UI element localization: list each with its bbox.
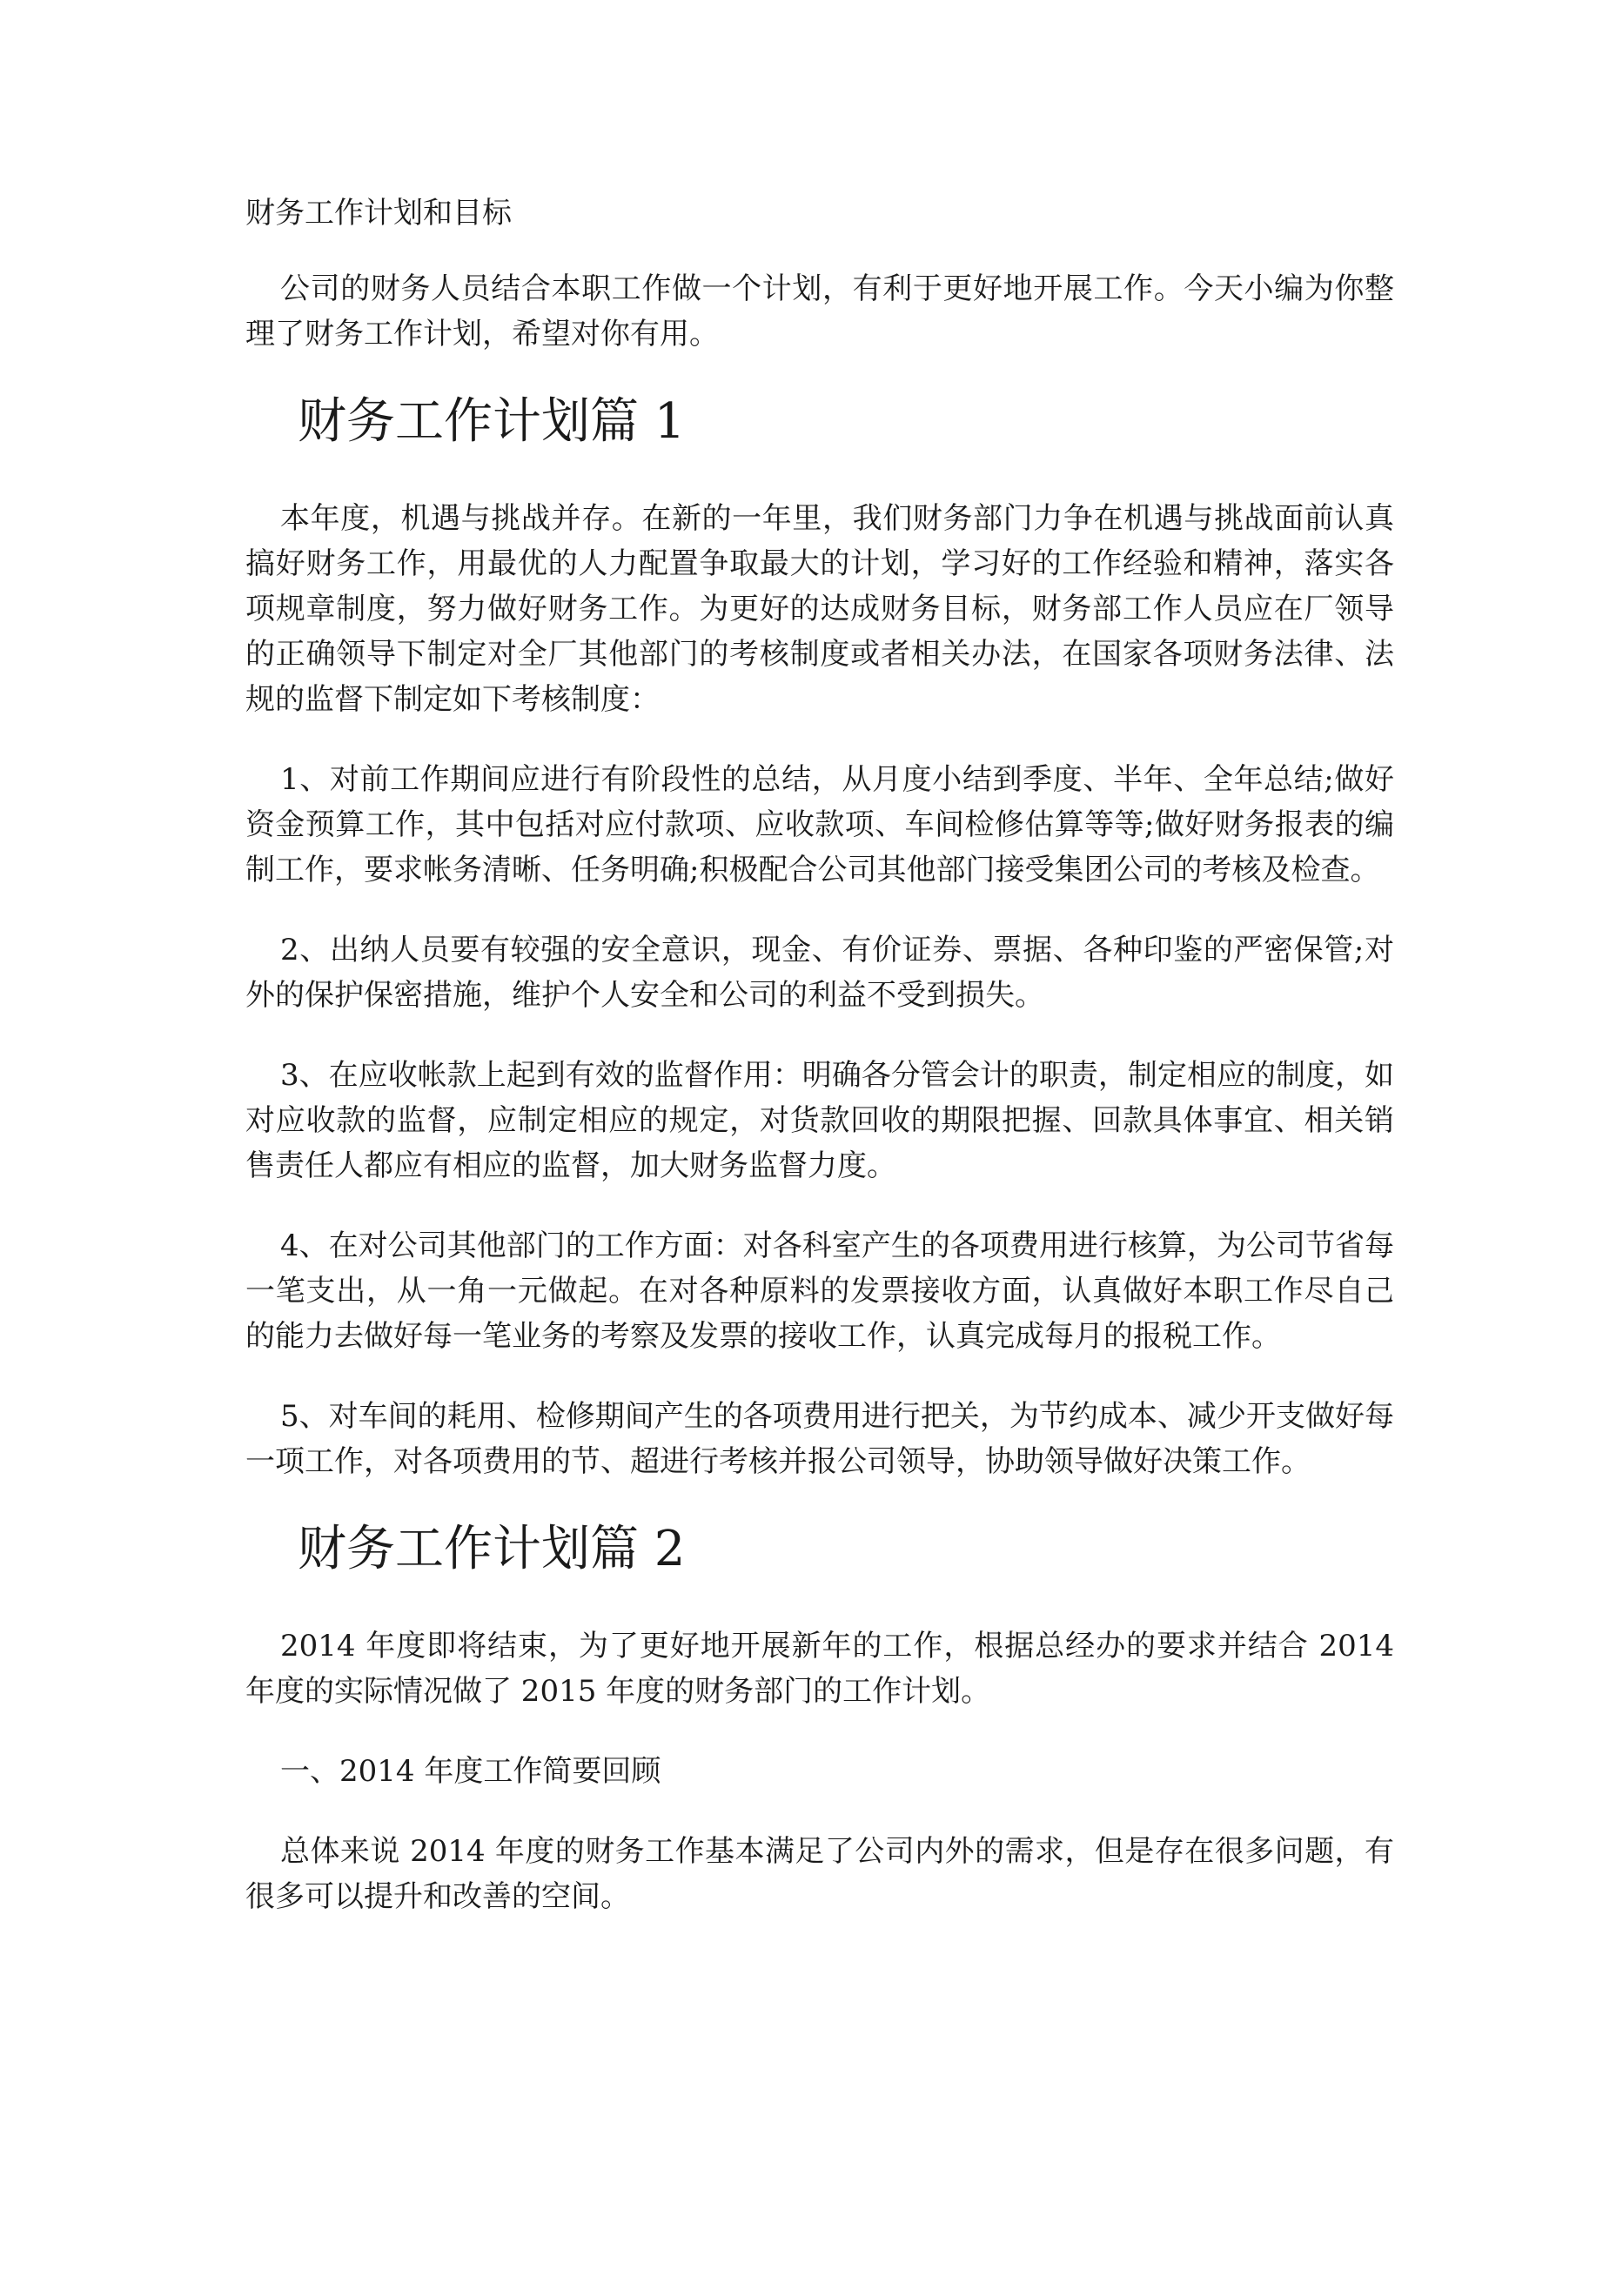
section-1-paragraph-6: 5、对车间的耗用、检修期间产生的各项费用进行把关，为节约成本、减少开支做好每一项工作，对各项费用的节、超进行考核并报公司领导，协助领导做好决策工作。 [245, 1399, 1394, 1479]
section-1-heading: 财务工作计划篇 1 [298, 393, 686, 450]
section-2-heading: 财务工作计划篇 2 [298, 1521, 686, 1577]
intro-paragraph: 公司的财务人员结合本职工作做一个计划，有利于更好地开展工作。今天小编为你整理了财务工作计划，希望对你有用。 [245, 271, 1394, 351]
section-1-paragraph-5: 4、在对公司其他部门的工作方面：对各科室产生的各项费用进行核算，为公司节省每一笔支出，从一角一元做起。在对各种原料的发票接收方面，认真做好本职工作尽自己的能力去做好每一笔业务的考察及发票的接收工作，认真完成每月的报税工作。 [245, 1228, 1394, 1354]
section-2-subheading: 一、2014 年度工作简要回顾 [280, 1754, 661, 1789]
section-1-paragraph-3: 2、出纳人员要有较强的安全意识，现金、有价证券、票据、各种印鉴的严密保管;对外的保护保密措施，维护个人安全和公司的利益不受到损失。 [245, 933, 1394, 1013]
section-2-paragraph-1: 2014 年度即将结束，为了更好地开展新年的工作，根据总经办的要求并结合 2014 年度的实际情况做了 2015 年度的财务部门的工作计划。 [245, 1629, 1394, 1709]
section-1-paragraph-4: 3、在应收帐款上起到有效的监督作用：明确各分管会计的职责，制定相应的制度，如对应收款的监督，应制定相应的规定，对货款回收的期限把握、回款具体事宜、相关销售责任人都应有相应的监督，加大财务监督力度。 [245, 1058, 1394, 1183]
section-1-paragraph-1: 本年度，机遇与挑战并存。在新的一年里，我们财务部门力争在机遇与挑战面前认真搞好财务工作，用最优的人力配置争取最大的计划，学习好的工作经验和精神，落实各项规章制度，努力做好财务工作。为更好的达成财务目标，财务部工作人员应在厂领导的正确领导下制定对全厂其他部门的考核制度或者相关办法，在国家各项财务法律、法规的监督下制定如下考核制度： [245, 501, 1394, 717]
document-page [245, 190, 1394, 1954]
document-title: 财务工作计划和目标 [245, 196, 512, 231]
section-2-paragraph-2: 总体来说 2014 年度的财务工作基本满足了公司内外的需求，但是存在很多问题，有很多可以提升和改善的空间。 [245, 1834, 1394, 1914]
section-1-paragraph-2: 1、对前工作期间应进行有阶段性的总结，从月度小结到季度、半年、全年总结;做好资金预算工作，其中包括对应付款项、应收款项、车间检修估算等等;做好财务报表的编制工作，要求帐务清晰、任务明确;积极配合公司其他部门接受集团公司的考核及检查。 [245, 762, 1394, 887]
